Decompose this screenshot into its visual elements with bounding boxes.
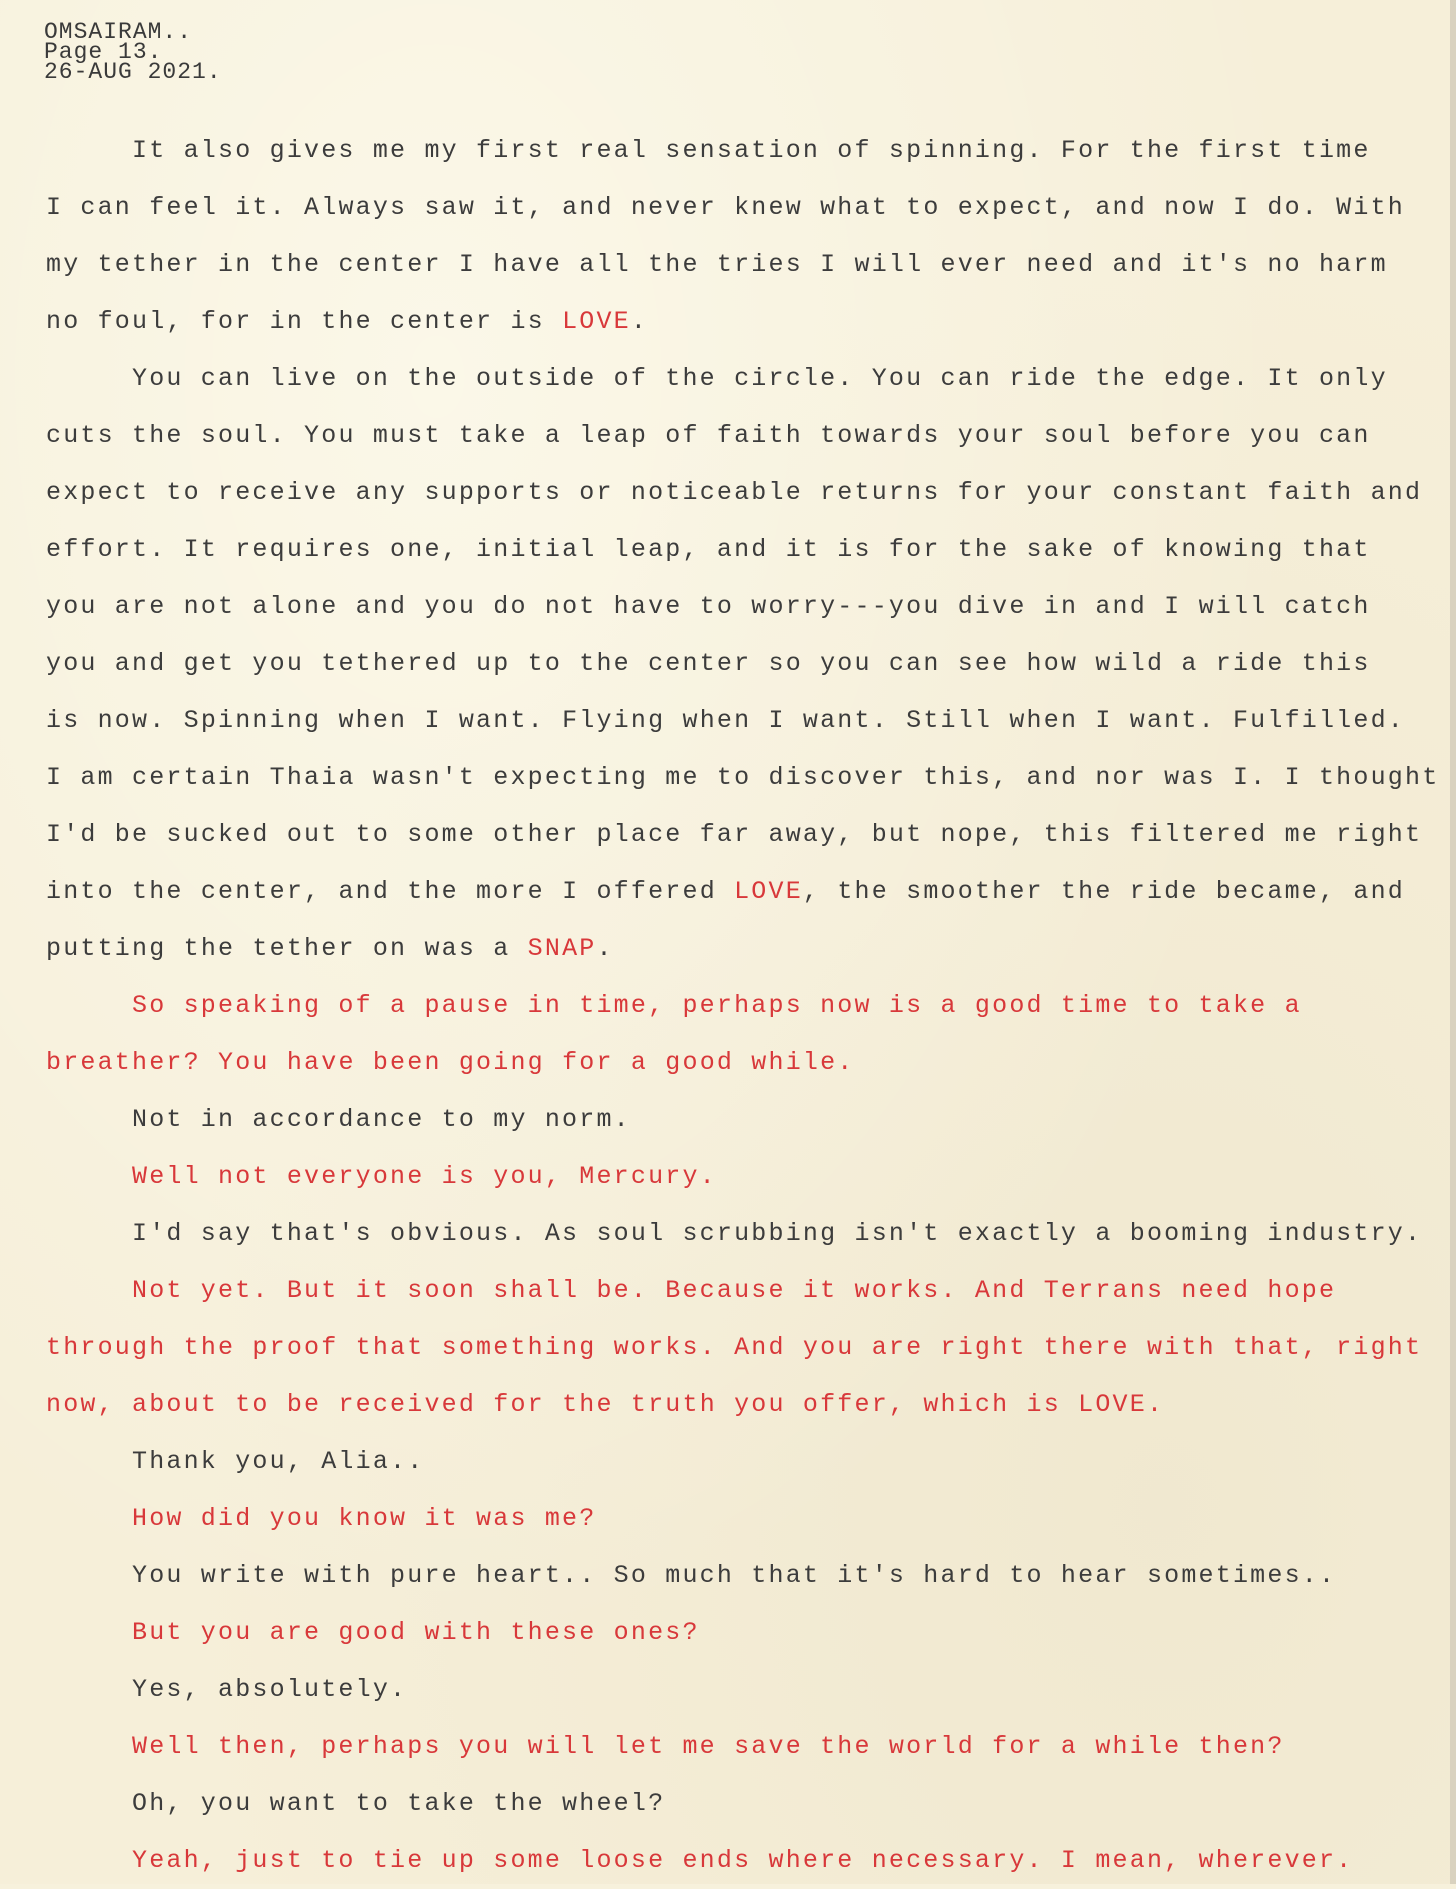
red-text-segment: Well then, perhaps you will let me save the world for a while then? xyxy=(132,1732,1285,1761)
red-text-segment: But you are good with these ones? xyxy=(132,1618,700,1647)
text-segment: into the center, and the more I offered xyxy=(46,877,735,906)
text-segment: I'd be sucked out to some other place far away, but nope, this filtered me right xyxy=(46,820,1423,849)
page-body xyxy=(46,122,1446,1889)
text-line xyxy=(46,122,1446,179)
text-line xyxy=(46,1490,1446,1547)
red-text-segment: LOVE xyxy=(734,877,803,906)
text-line xyxy=(46,749,1446,806)
text-segment: cuts the soul. You must take a leap of faith towards your soul before you can xyxy=(46,421,1371,450)
text-segment: no foul, for in the center is xyxy=(46,307,563,336)
text-segment: I can feel it. Always saw it, and never knew what to expect, and now I do. With xyxy=(46,193,1405,222)
text-segment: You write with pure heart.. So much that it's hard to hear sometimes.. xyxy=(132,1561,1337,1590)
text-line xyxy=(46,1205,1446,1262)
text-segment: expect to receive any supports or noticeable returns for your constant faith and xyxy=(46,478,1423,507)
red-text-segment: Not yet. But it soon shall be. Because it works. And Terrans need hope xyxy=(132,1276,1337,1305)
text-line xyxy=(46,1718,1446,1775)
text-line xyxy=(46,920,1446,977)
red-text-segment: So speaking of a pause in time, perhaps now is a good time to take a xyxy=(132,991,1302,1020)
text-segment: Not in accordance to my norm. xyxy=(132,1105,631,1134)
text-line xyxy=(46,692,1446,749)
text-segment: putting the tether on was a xyxy=(46,934,528,963)
text-line xyxy=(46,1661,1446,1718)
text-line xyxy=(46,1775,1446,1832)
text-line xyxy=(46,1547,1446,1604)
red-text-segment: Well not everyone is you, Mercury. xyxy=(132,1162,717,1191)
red-text-segment: SNAP xyxy=(527,934,597,963)
red-text-segment: LOVE xyxy=(562,307,631,336)
red-text-segment: Yeah, just to tie up some loose ends where necessary. I mean, wherever. xyxy=(132,1846,1354,1875)
red-text-segment: breather? You have been going for a good while. xyxy=(46,1048,855,1077)
text-line xyxy=(46,1262,1446,1319)
text-segment: . xyxy=(630,307,649,336)
text-line xyxy=(46,1148,1446,1205)
text-line xyxy=(46,521,1446,578)
text-line xyxy=(46,179,1446,236)
text-line xyxy=(46,1604,1446,1661)
text-line xyxy=(46,407,1446,464)
page-header xyxy=(44,19,222,85)
text-line xyxy=(46,578,1446,635)
text-segment: my tether in the center I have all the tries I will ever need and it's no harm xyxy=(46,250,1388,279)
text-segment: Yes, absolutely. xyxy=(132,1675,408,1704)
text-line xyxy=(46,236,1446,293)
text-line xyxy=(46,1319,1446,1376)
red-text-segment: How did you know it was me? xyxy=(132,1504,597,1533)
header-date: 26-AUG 2021. xyxy=(44,59,222,85)
text-line xyxy=(46,635,1446,692)
text-line xyxy=(46,806,1446,863)
text-segment: Oh, you want to take the wheel? xyxy=(132,1789,666,1818)
text-segment: , the smoother the ride became, and xyxy=(802,877,1406,906)
text-line xyxy=(46,977,1446,1034)
text-line xyxy=(46,1091,1446,1148)
text-line xyxy=(46,464,1446,521)
text-segment: you and get you tethered up to the center so you can see how wild a ride this xyxy=(46,649,1371,678)
text-segment: . xyxy=(596,934,614,963)
text-segment: I am certain Thaia wasn't expecting me to discover this, and nor was I. I thought xyxy=(46,763,1440,792)
header-title: OMSAIRAM.. xyxy=(44,19,193,45)
text-line xyxy=(46,1376,1446,1433)
red-text-segment: now, about to be received for the truth you offer, which is LOVE. xyxy=(46,1390,1165,1419)
text-segment: effort. It requires one, initial leap, and it is for the sake of knowing that xyxy=(46,535,1371,564)
text-segment: I'd say that's obvious. As soul scrubbing isn't exactly a booming industry. xyxy=(132,1219,1423,1248)
text-line xyxy=(46,1832,1446,1889)
text-line xyxy=(46,350,1446,407)
text-line xyxy=(46,863,1446,920)
text-line xyxy=(46,293,1446,350)
text-segment: You can live on the outside of the circle. You can ride the edge. It only xyxy=(132,364,1388,393)
text-line xyxy=(46,1034,1446,1091)
text-segment: Thank you, Alia.. xyxy=(132,1447,425,1476)
header-page-number: Page 13. xyxy=(44,39,163,65)
text-segment: you are not alone and you do not have to worry---you dive in and I will catch xyxy=(46,592,1371,621)
text-segment: is now. Spinning when I want. Flying when I want. Still when I want. Fulfilled. xyxy=(46,706,1405,735)
text-line xyxy=(46,1433,1446,1490)
text-segment: It also gives me my first real sensation of spinning. For the first time xyxy=(132,136,1371,165)
page-edge xyxy=(1450,0,1456,1884)
red-text-segment: through the proof that something works. And you are right there with that, right xyxy=(46,1333,1423,1362)
